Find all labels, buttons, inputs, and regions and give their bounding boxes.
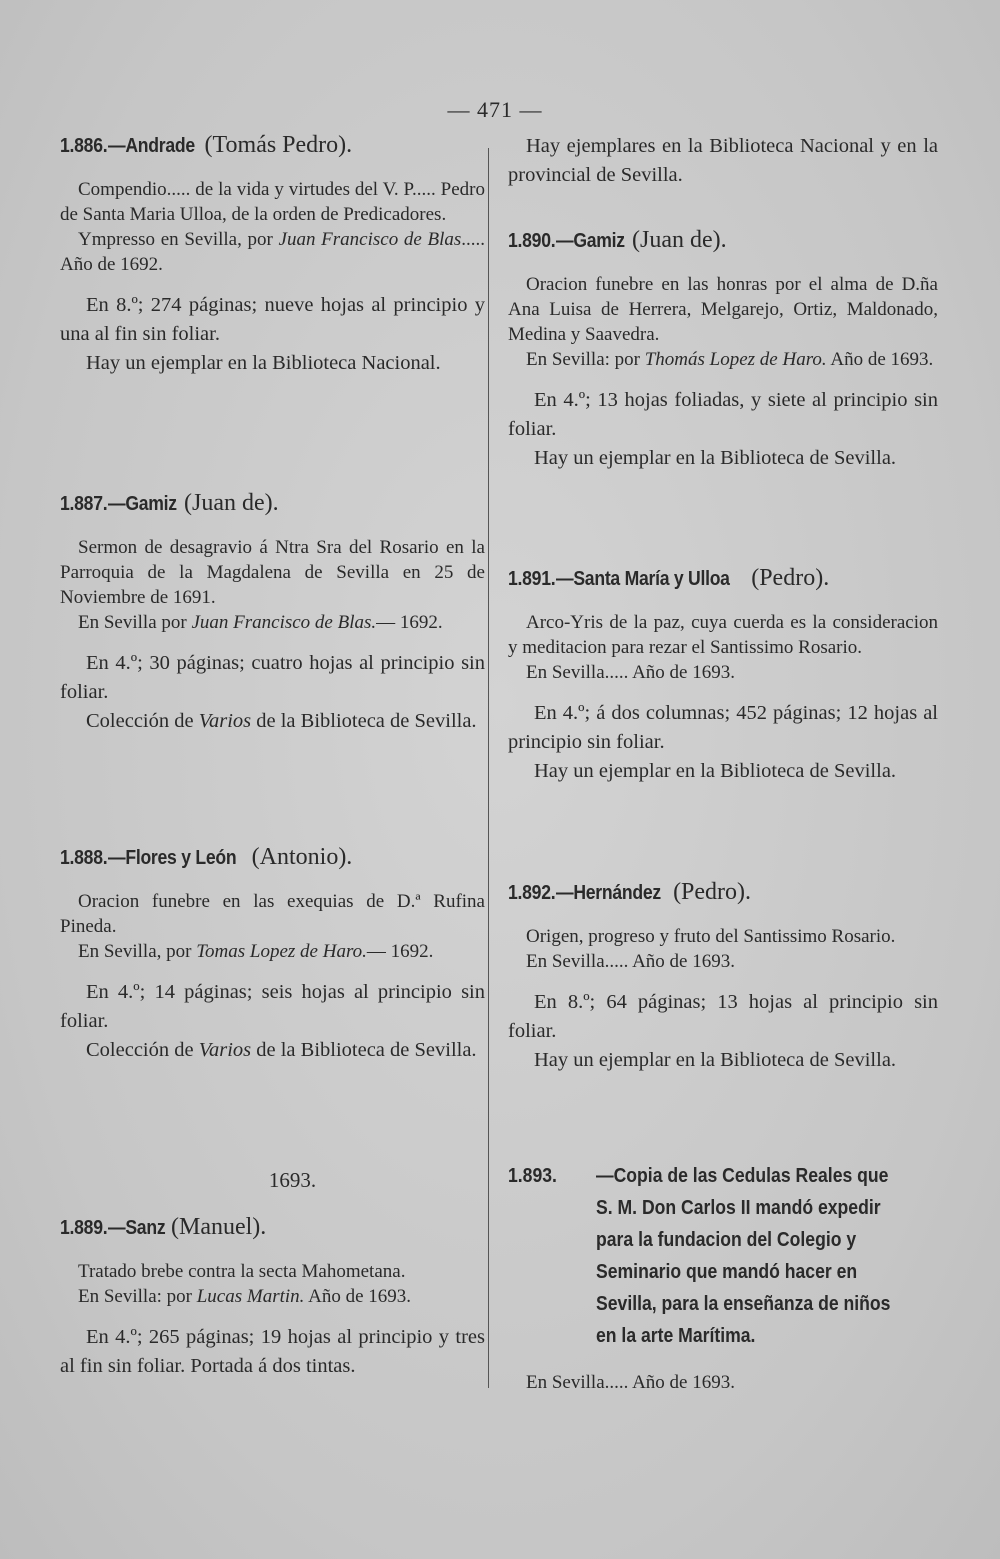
entry-author: —Flores y León [107, 847, 237, 869]
entry-1892 [508, 877, 938, 1075]
imprint-printer: Juan Francisco de Blas. [191, 612, 377, 633]
entry-heading [508, 225, 938, 256]
imprint-text: En Sevilla por [78, 612, 187, 633]
entry-description: En 8.º; 64 páginas; 13 hojas al principio sin foliar. [508, 991, 938, 1042]
entry-number: 1.893. [508, 1165, 557, 1187]
entry-author-given: (Tomás Pedro). [204, 132, 353, 158]
entry-title: Compendio..... de la vida y virtudes del V. P..... Pedro de Santa Maria Ulloa, de la orden de Predicadores. [60, 179, 485, 225]
entry-imprint: En Sevilla..... Año de 1693. [526, 662, 735, 683]
holding-text: Colección de [86, 710, 194, 732]
entry-author-given: (Manuel). [171, 1214, 267, 1240]
imprint-printer: Lucas Martin. [196, 1286, 305, 1307]
entry-author-given: (Antonio). [251, 844, 353, 870]
imprint-date: ..... Año de 1692. [60, 229, 486, 275]
entry-holding: Hay un ejemplar en la Biblioteca de Sevilla. [534, 1049, 897, 1071]
entry-heading [508, 1165, 938, 1352]
entry-imprint: En Sevilla..... Año de 1693. [526, 1372, 735, 1393]
entry-author: —Gamiz [555, 230, 625, 252]
entry-imprint [508, 347, 938, 372]
imprint-text: En Sevilla: por [526, 349, 640, 370]
entry-author-given: (Pedro). [751, 565, 830, 591]
holding-collection: Varios [198, 710, 252, 732]
entry-1889 [60, 1212, 485, 1381]
entry-title: Sermon de desagravio á Ntra Sra del Rosario en la Parroquia de la Magdalena de Sevilla en 25 de Noviembre de 1691. [60, 537, 485, 608]
entry-description: En 4.º; 265 páginas; 19 hojas al principio y tres al fin sin foliar. Portada á dos tintas. [60, 1326, 485, 1377]
entry-holding [60, 1036, 485, 1065]
entry-description: En 8.º; 274 páginas; nueve hojas al principio y una al fin sin foliar. [60, 294, 485, 345]
entry-number: 1.886. [60, 135, 108, 157]
column-divider [488, 148, 489, 1388]
entry-title: Arco-Yris de la paz, cuya cuerda es la consideracion y meditacion para rezar el Santissimo Rosario. [508, 612, 938, 658]
year-section [60, 1140, 485, 1193]
entry-imprint [60, 610, 485, 635]
entry-description: En 4.º; á dos columnas; 452 páginas; 12 hojas al principio sin foliar. [508, 702, 938, 753]
entry-holding: Hay un ejemplar en la Biblioteca Nacional. [86, 352, 441, 374]
imprint-printer: Thomás Lopez de Haro. [644, 349, 827, 370]
entry-heading [60, 842, 485, 873]
entry-author: —Sanz [107, 1217, 166, 1239]
entry-author-given: (Juan de). [184, 490, 279, 516]
entry-title: Oracion funebre en las honras por el alma de D.ña Ana Luisa de Herrera, Melgarejo, Ortiz, Maldonado, Medina y Saavedra. [508, 274, 938, 345]
entry-heading [508, 877, 938, 908]
entry-title: —Copia de las Cedulas Reales que S. M. Don Carlos II mandó expedir para la fundacion del Colegio y Seminario que mandó hacer en Sevilla, para la enseñanza de niños en la arte Marítima. [595, 1165, 891, 1347]
entry-holding [60, 707, 485, 736]
entry-number: 1.888. [60, 847, 108, 869]
entry-author-given: (Pedro). [673, 879, 752, 905]
entry-1887 [60, 488, 485, 736]
holding-collection: Varios [198, 1039, 252, 1061]
entry-heading [60, 130, 485, 161]
entry-1890 [508, 225, 938, 473]
holding-library: de la Biblioteca de Sevilla. [256, 1039, 477, 1061]
imprint-date: Año de 1693. [308, 1286, 412, 1307]
entry-1891 [508, 563, 938, 786]
entry-heading [508, 563, 938, 594]
entry-description: En 4.º; 13 hojas foliadas, y siete al principio sin foliar. [508, 389, 938, 440]
entry-title: Origen, progreso y fruto del Santissimo Rosario. [526, 926, 896, 947]
imprint-printer: Tomas Lopez de Haro. [196, 941, 367, 962]
entry-heading [60, 488, 485, 519]
carryover-holding: Hay ejemplares en la Biblioteca Nacional y en la provincial de Sevilla. [508, 135, 938, 186]
entry-heading [60, 1212, 485, 1243]
entry-number: 1.887. [60, 493, 108, 515]
entry-1893 [508, 1165, 938, 1395]
imprint-text: En Sevilla, por [78, 941, 192, 962]
imprint-date: — 1692. [366, 941, 434, 962]
entry-description: En 4.º; 14 páginas; seis hojas al principio sin foliar. [60, 981, 485, 1032]
entry-author: —Gamiz [107, 493, 177, 515]
entry-imprint [60, 1284, 485, 1309]
entry-number: 1.891. [508, 568, 556, 590]
entry-author: —Santa María y Ulloa [555, 568, 730, 590]
entry-imprint [60, 939, 485, 964]
entry-author-given: (Juan de). [632, 227, 727, 253]
entry-number: 1.892. [508, 882, 556, 904]
entry-title: Oracion funebre en las exequias de D.ª Rufina Pineda. [60, 891, 485, 937]
entry-holding: Hay un ejemplar en la Biblioteca de Sevilla. [534, 760, 897, 782]
imprint-printer: Juan Francisco de Blas [278, 229, 462, 250]
year-heading: 1693. [268, 1168, 317, 1192]
entry-author: —Andrade [107, 135, 195, 157]
entry-imprint: En Sevilla..... Año de 1693. [526, 951, 735, 972]
imprint-date: — 1692. [376, 612, 443, 633]
imprint-date: Año de 1693. [830, 349, 934, 370]
entry-description: En 4.º; 30 páginas; cuatro hojas al principio sin foliar. [60, 652, 485, 703]
holding-library: de la Biblioteca de Sevilla. [256, 710, 477, 732]
entry-author: —Hernández [555, 882, 661, 904]
imprint-text: Ympresso en Sevilla, por [78, 229, 273, 250]
imprint-text: En Sevilla: por [78, 1286, 192, 1307]
entry-holding: Hay un ejemplar en la Biblioteca de Sevilla. [534, 447, 897, 469]
entry-1888 [60, 842, 485, 1065]
entry-imprint [60, 227, 485, 277]
entry-1886 [60, 130, 485, 378]
page-number: — 471 — [447, 97, 543, 122]
entry-number: 1.889. [60, 1217, 108, 1239]
holding-text: Colección de [86, 1039, 194, 1061]
entry-number: 1.890. [508, 230, 556, 252]
right-column [508, 130, 938, 1393]
entry-title: Tratado brebe contra la secta Mahometana. [78, 1261, 406, 1282]
